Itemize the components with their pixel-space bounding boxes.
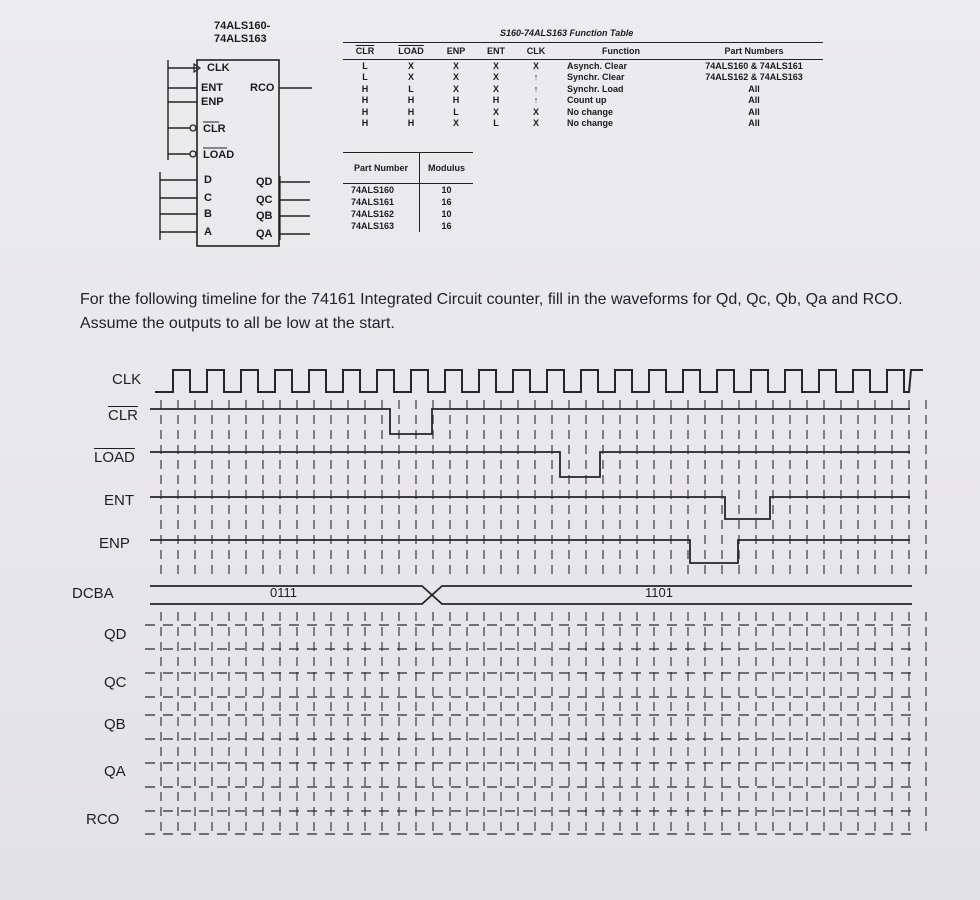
signal-label-qc: QC (104, 674, 127, 691)
signal-label-qa: QA (104, 763, 126, 780)
function-table-cell: H (407, 95, 415, 106)
part-number-cell: 74ALS160 (343, 184, 420, 197)
col-modulus: Modulus (420, 153, 474, 184)
function-table-cell: All (748, 106, 760, 117)
function-table-cell: X (452, 118, 459, 129)
chip-title-1: 74ALS160- (214, 20, 271, 32)
function-table-cell: H (361, 106, 369, 117)
signal-label-clr: $\overline{CLR}$ (108, 407, 139, 424)
pin-rco: RCO (250, 82, 275, 94)
function-table-cell: ↑ (533, 83, 539, 94)
modulus-cell: 16 (441, 221, 452, 231)
dcba-value-1: 0111 (270, 585, 297, 600)
function-table-cell: L (362, 72, 368, 83)
col-function: Function (557, 43, 685, 60)
function-table-cell: X (492, 72, 499, 83)
load-waveform (150, 452, 910, 477)
pin-enp: ENP (201, 96, 224, 108)
function-table-cell: X (407, 60, 414, 71)
function-table-cell: L (408, 83, 414, 94)
clr-waveform (150, 409, 910, 434)
function-table-cell: No change (567, 118, 614, 129)
pin-ent: ENT (201, 82, 223, 94)
function-table-cell: Count up (567, 95, 607, 106)
function-table-cell: X (452, 72, 459, 83)
function-table-cell: H (361, 83, 369, 94)
function-table-cell: ↑ (533, 95, 539, 106)
function-table-cell: X (452, 83, 459, 94)
function-table-cell: X (492, 106, 499, 117)
modulus-cell: 10 (441, 185, 452, 195)
col-part-numbers: Part Numbers (685, 43, 823, 60)
function-table-cell: H (407, 106, 415, 117)
function-table-cell: X (532, 118, 539, 129)
dcba-bus-line (150, 586, 912, 604)
function-table-cell: H (361, 95, 369, 106)
clk-waveform (155, 370, 923, 392)
pin-a: A (204, 226, 212, 238)
function-table-cell: H (361, 118, 369, 129)
col-clk: CLK (515, 43, 557, 60)
function-table-cell: Synchr. Load (567, 83, 624, 94)
dcba-value-2: 1101 (645, 585, 673, 600)
signal-label-qb: QB (104, 716, 126, 733)
question-text: For the following timeline for the 74161 Integrated Circuit counter, fill in the waveforms for Qd, Qc, Qb, Qa and RCO. Assume the outputs to all be low at the start. (80, 291, 903, 332)
ent-waveform (150, 497, 910, 519)
modulus-cell: 10 (441, 209, 452, 219)
modulus-cell: 16 (441, 197, 452, 207)
function-table-cell: L (453, 106, 459, 117)
part-number-cell: 74ALS161 (343, 196, 420, 208)
pin-qb: QB (256, 210, 273, 222)
signal-label-rco: RCO (86, 811, 120, 828)
col-part-number: Part Number (343, 153, 420, 184)
function-table-cell: H (452, 95, 460, 106)
part-number-cell: 74ALS162 (343, 208, 420, 220)
function-table-cell: All (748, 118, 760, 129)
chip-title-2: 74ALS163 (214, 33, 267, 45)
pin-b: B (204, 208, 212, 220)
col-ent: ENT (477, 43, 515, 60)
col-clr: $\overline{CLR}$ (343, 43, 387, 60)
function-table-cell: L (362, 60, 368, 71)
function-table-cell: No change (567, 106, 614, 117)
col-enp: ENP (435, 43, 477, 60)
signal-label-enp: ENP (99, 535, 130, 552)
function-table-cell: X (532, 106, 539, 117)
dcba-bus-line (150, 586, 912, 604)
function-table-cell: H (492, 95, 500, 106)
pin-qa: QA (256, 228, 273, 240)
function-table-cell: ↑ (533, 72, 539, 83)
signal-label-ent: ENT (104, 492, 134, 509)
signal-label-load: LOAD (94, 449, 135, 466)
signal-label-clk: CLK (112, 371, 142, 388)
signal-label-qd: QD (104, 626, 127, 643)
pin-load: LOAD (203, 149, 235, 161)
col-load: LOAD (387, 43, 435, 60)
pin-clr: CLR (203, 123, 226, 135)
function-table-cell: H (407, 118, 415, 129)
function-table-title: S160-74ALS163 Function Table (500, 28, 634, 38)
function-table-cell: All (748, 95, 760, 106)
function-table-cell: Asynch. Clear (567, 60, 628, 71)
pin-qd: QD (256, 176, 273, 188)
pin-d: D (204, 174, 212, 186)
part-number-cell: 74ALS163 (343, 220, 420, 232)
function-table-cell: 74ALS160 & 74ALS161 (705, 60, 803, 71)
function-table-cell: All (748, 83, 760, 94)
enp-waveform (150, 540, 910, 563)
function-table-cell: X (407, 72, 414, 83)
pin-c: C (204, 192, 212, 204)
function-table-cell: X (492, 60, 499, 71)
function-table-cell: 74ALS162 & 74ALS163 (705, 72, 803, 83)
function-table-cell: X (492, 83, 499, 94)
function-table-cell: X (532, 60, 539, 71)
pin-qc: QC (256, 194, 273, 206)
function-table-cell: Synchr. Clear (567, 72, 625, 83)
function-table-cell: L (493, 118, 499, 129)
pin-clk: CLK (207, 62, 230, 74)
function-table-cell: X (452, 60, 459, 71)
signal-label-dcba: DCBA (72, 585, 114, 602)
